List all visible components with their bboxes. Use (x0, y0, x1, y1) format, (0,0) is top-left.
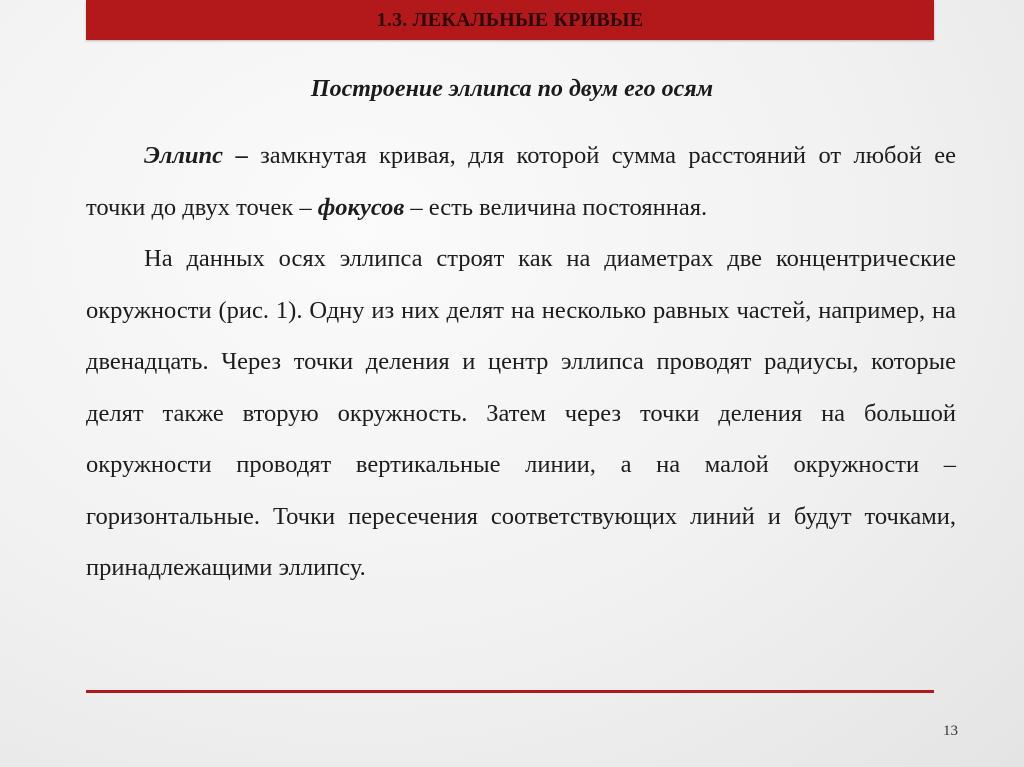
title-bar (86, 0, 934, 40)
term-foci: фокусов (317, 193, 405, 221)
slide-body (86, 130, 956, 594)
definition-text-b: – есть величина постоянная. (404, 193, 708, 221)
term-ellipse: Эллипс (144, 142, 224, 169)
slide-title: 1.3. ЛЕКАЛЬНЫЕ КРИВЫЕ (376, 8, 644, 31)
paragraph-ellipse-definition (86, 130, 956, 233)
definition-dash: – (223, 142, 261, 169)
slide-subtitle: Построение эллипса по двум его осям (310, 76, 714, 102)
bottom-divider (86, 690, 934, 693)
page-number: 13 (943, 723, 958, 739)
paragraph-construction: На данных осях эллипса строят как на диаметрах две концентрические окружности (рис. 1). Одну из них делят на несколько равных частей, например, на двенадцать. Через точки деления и центр эллипса проводят радиусы, которые делят также вторую окружность. Затем через точки деления на большой окружности проводят вертикальные линии, а на малой окружности – горизонтальные. Точки пересечения соответствующих линий и будут точками, принадлежащими эллипсу. (86, 245, 956, 581)
definition-text-a: замкнутая кривая, для которой сумма расстояний от любой ее точки до двух точек – (86, 142, 956, 221)
